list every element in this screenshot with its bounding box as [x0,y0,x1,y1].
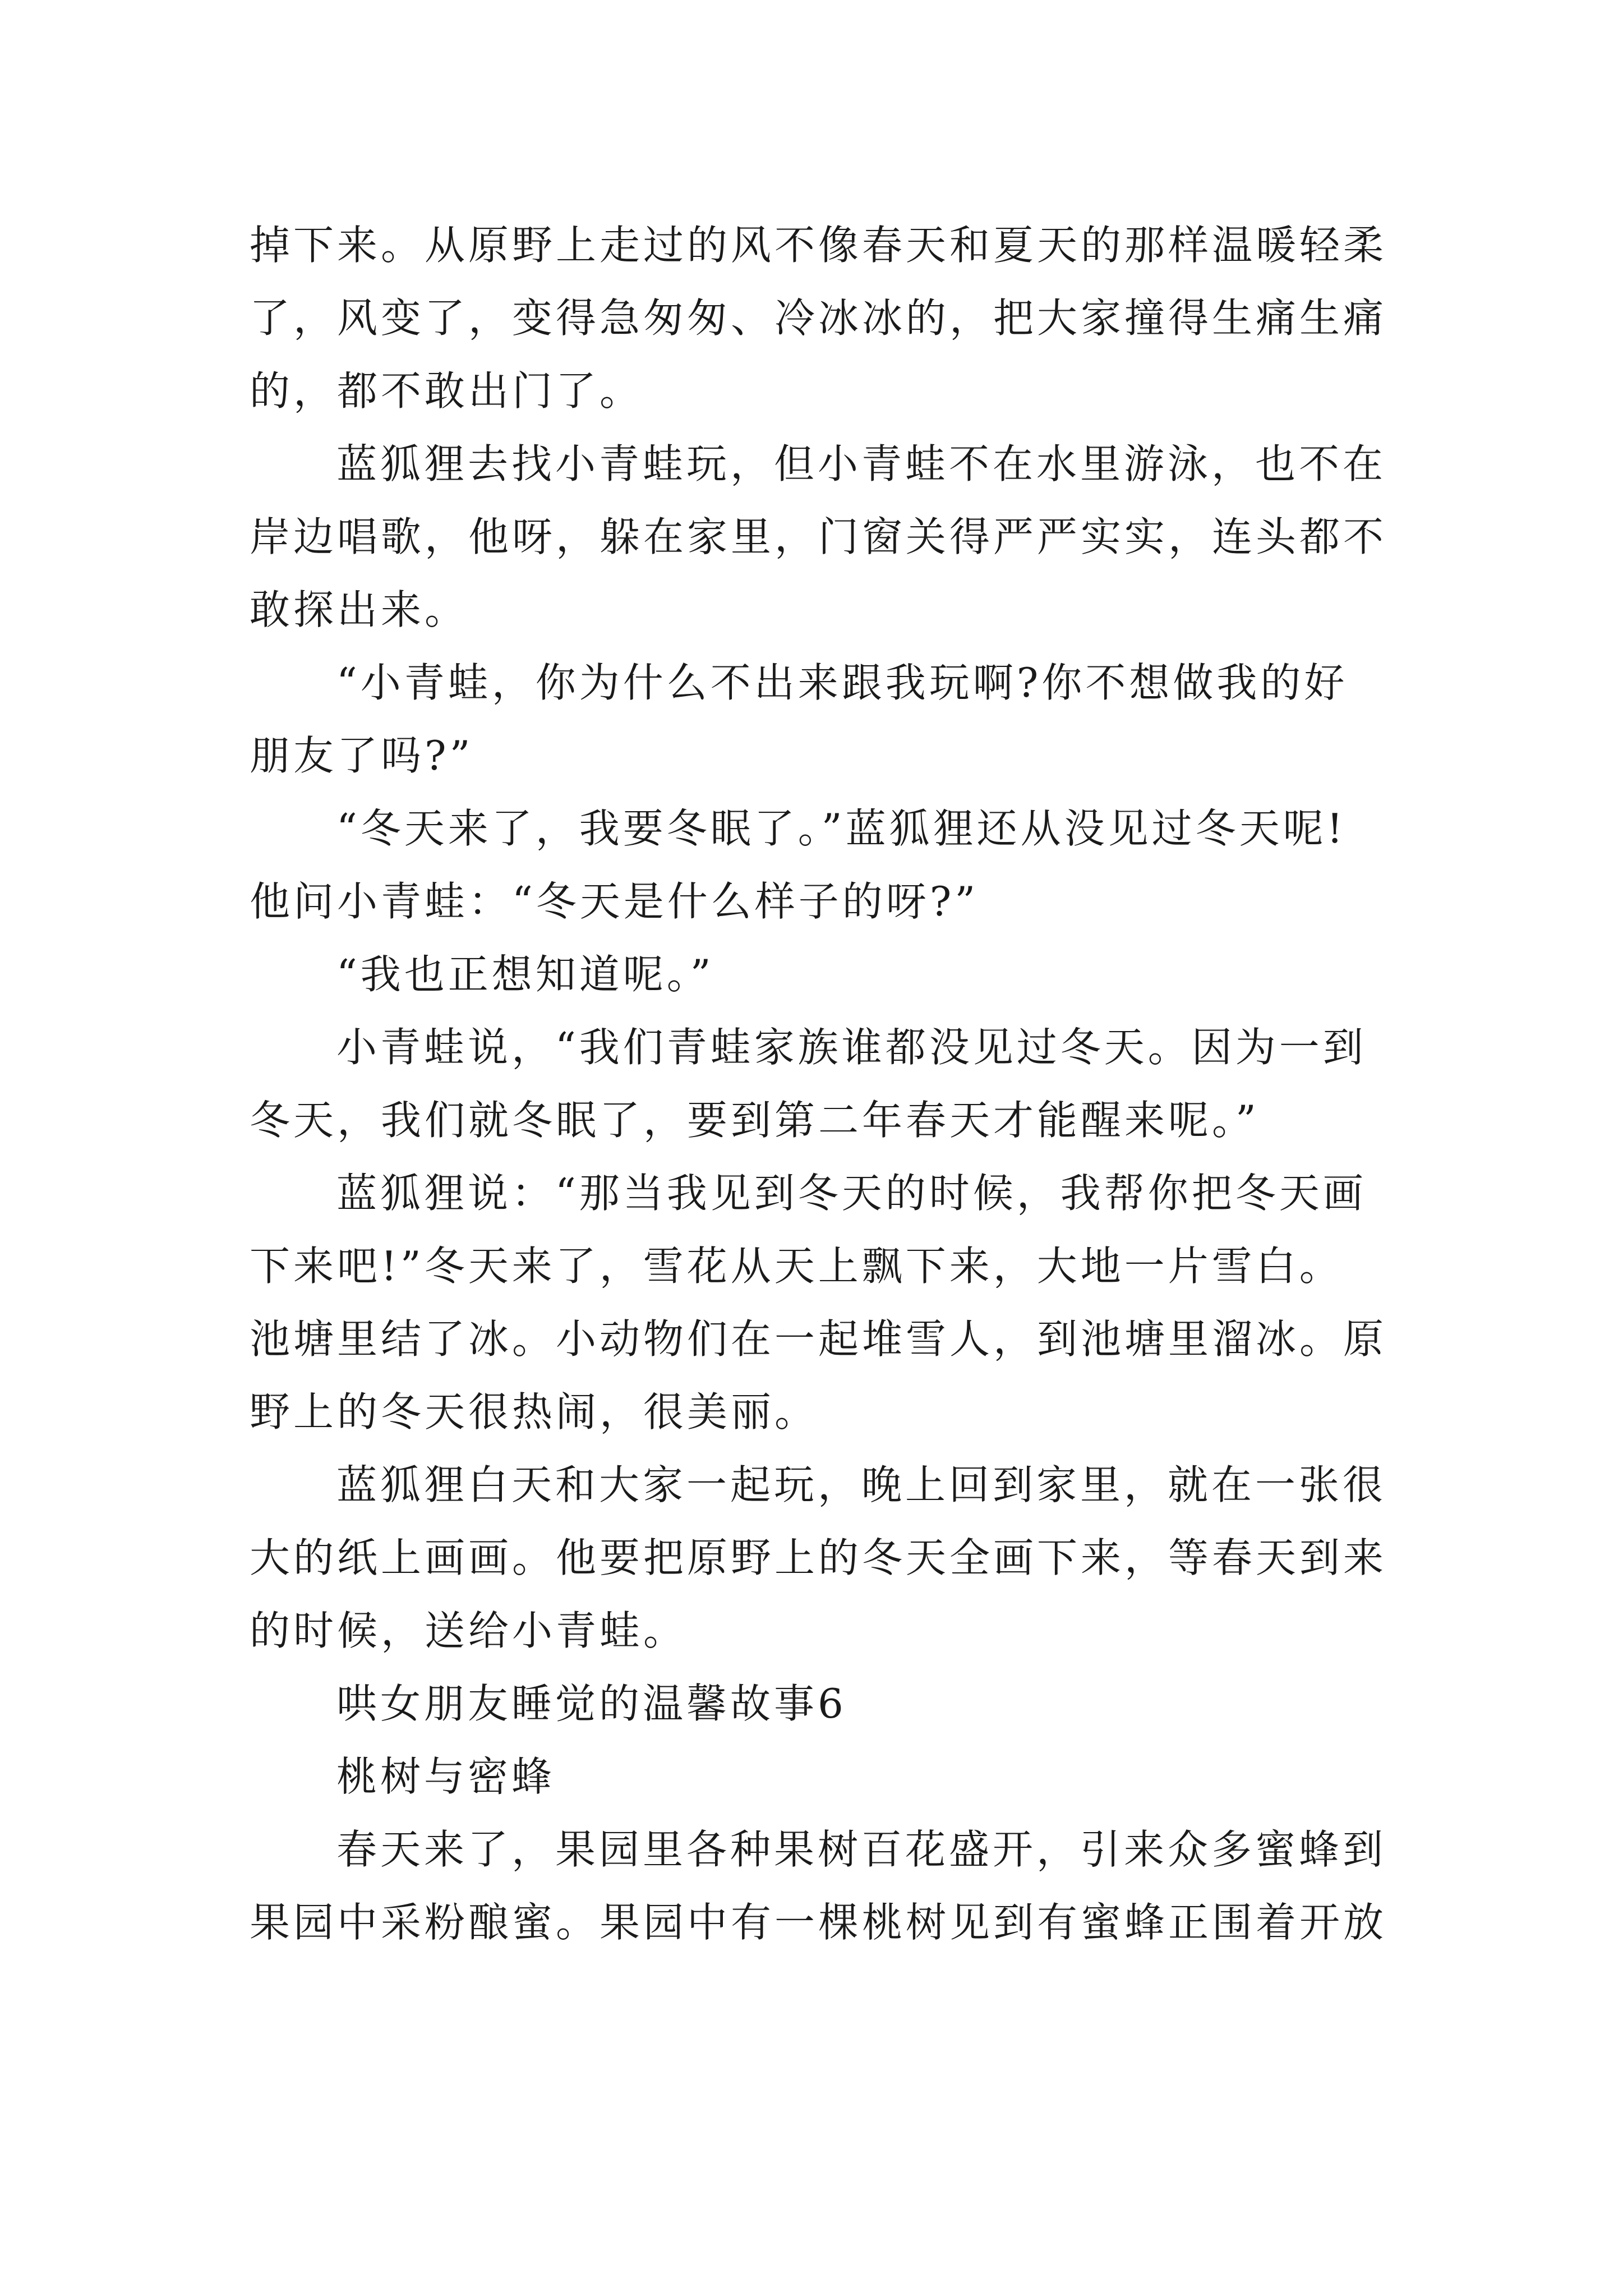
text-line-1: 掉下来。从原野上走过的风不像春天和夏天的那样温暖轻柔 [250,222,1387,269]
text-line-12: 小青蛙说，“我们青蛙家族谁都没见过冬天。因为一到 [336,1024,1367,1071]
text-line-13: 冬天，我们就冬眠了，要到第二年春天才能醒来呢。” [250,1097,1260,1144]
text-line-5: 岸边唱歌，他呀，躲在家里，门窗关得严严实实，连头都不 [250,513,1387,560]
text-line-23: 春天来了，果园里各种果树百花盛开，引来众多蜜蜂到 [336,1826,1387,1873]
story-title: 桃树与密蜂 [336,1753,556,1800]
text-line-14: 蓝狐狸说：“那当我见到冬天的时候，我帮你把冬天画 [336,1170,1367,1217]
text-line-6: 敢探出来。 [250,586,469,633]
text-line-19: 大的纸上画画。他要把原野上的冬天全画下来，等春天到来 [250,1534,1387,1581]
text-line-9: “冬天来了，我要冬眠了。”蓝狐狸还从没见过冬天呢! [336,805,1347,852]
text-line-20: 的时候，送给小青蛙。 [250,1607,688,1654]
text-line-8: 朋友了吗?” [250,732,474,779]
text-line-2: 了，风变了，变得急匆匆、冷冰冰的，把大家撞得生痛生痛 [250,295,1387,342]
text-line-16: 池塘里结了冰。小动物们在一起堆雪人，到池塘里溜冰。原 [250,1315,1387,1363]
text-line-11: “我也正想知道呢。” [336,951,714,998]
text-line-10: 他问小青蛙：“冬天是什么样子的呀?” [250,878,979,925]
text-line-4: 蓝狐狸去找小青蛙玩，但小青蛙不在水里游泳，也不在 [336,440,1387,487]
text-line-3: 的，都不敢出门了。 [250,367,644,415]
text-line-18: 蓝狐狸白天和大家一起玩，晚上回到家里，就在一张很 [336,1461,1387,1508]
text-line-7: “小青蛙，你为什么不出来跟我玩啊?你不想做我的好 [336,659,1348,706]
text-line-15: 下来吧!”冬天来了，雪花从天上飘下来，大地一片雪白。 [250,1243,1343,1290]
text-line-24: 果园中采粉酿蜜。果园中有一棵桃树见到有蜜蜂正围着开放 [250,1899,1387,1946]
section-heading: 哄女朋友睡觉的温馨故事6 [336,1680,847,1727]
document-body [250,209,1387,1959]
text-line-17: 野上的冬天很热闹，很美丽。 [250,1388,819,1435]
